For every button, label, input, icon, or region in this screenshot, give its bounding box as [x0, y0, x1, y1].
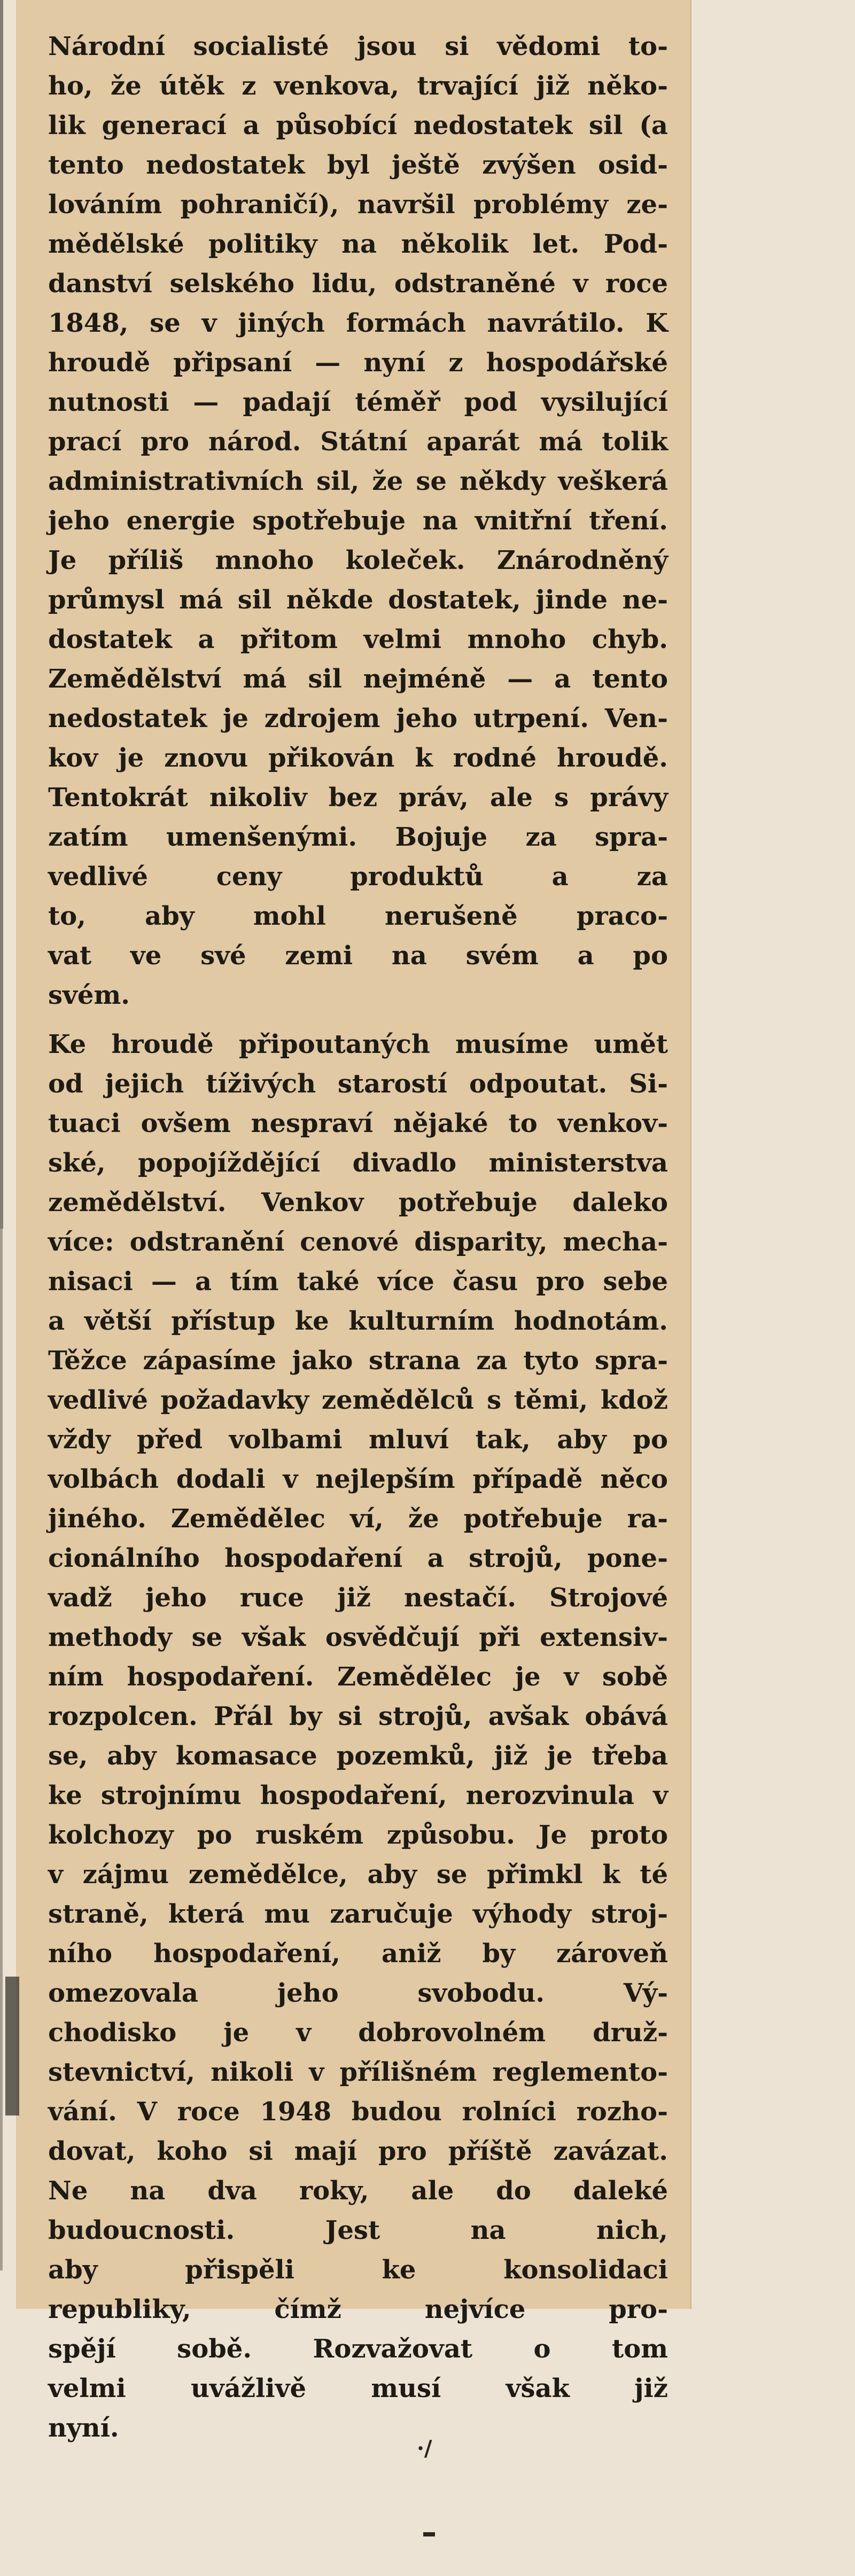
footer-ink-mark: ·/	[417, 2436, 432, 2461]
text-line: kolchozy po ruském způsobu. Je proto	[48, 1820, 668, 1850]
text-line: Ne na dva roky, ale do daleké	[48, 2176, 668, 2206]
text-line: prací pro národ. Státní aparát má tolik	[48, 427, 668, 457]
text-line: nutnosti — padají téměř pod vysilující	[48, 387, 668, 417]
paragraph-2	[48, 1025, 668, 2448]
text-line: methody se však osvědčují při extensiv-	[48, 1622, 668, 1652]
text-line: vadž jeho ruce již nestačí. Strojové	[48, 1583, 668, 1613]
text-line: vat ve své zemi na svém a po	[48, 941, 668, 971]
text-line: ke strojnímu hospodaření, nerozvinula v	[48, 1781, 668, 1810]
text-line: vždy před volbami mluví tak, aby po	[48, 1425, 668, 1455]
text-line: nyní.	[48, 2413, 119, 2443]
text-line: dostatek a přitom velmi mnoho chyb.	[48, 625, 668, 654]
text-line: nisaci — a tím také více času pro sebe	[48, 1267, 668, 1297]
text-line: chodisko je v dobrovolném druž-	[48, 2018, 668, 2048]
article-text	[48, 27, 668, 2448]
text-line: více: odstranění cenové disparity, mecha-	[48, 1227, 668, 1257]
text-line: tuaci ovšem nespraví nějaké to venkov-	[48, 1109, 668, 1138]
text-line: lik generací a působící nedostatek sil (a	[48, 111, 668, 140]
text-line: jeho energie spotřebuje na vnitřní tření.	[48, 506, 668, 536]
text-line: lováním pohraničí), navršil problémy ze-	[48, 190, 668, 220]
text-line: Tentokrát nikoliv bez práv, ale s právy	[48, 783, 668, 813]
text-line: Těžce zápasíme jako strana za tyto spra-	[48, 1346, 668, 1376]
text-line: cionálního hospodaření a strojů, pone-	[48, 1543, 668, 1573]
text-line: aby přispěli ke konsolidaci	[48, 2255, 668, 2285]
text-line: vedlivé požadavky zemědělců s těmi, kdož	[48, 1385, 668, 1415]
text-line: Ke hroudě připoutaných musíme umět	[48, 1029, 668, 1059]
text-line: od jejich tíživých starostí odpoutat. Si-	[48, 1069, 668, 1099]
text-line: průmysl má sil někde dostatek, jinde ne-	[48, 585, 668, 615]
text-line: tento nedostatek byl ještě zvýšen osid-	[48, 150, 668, 180]
text-line: straně, která mu zaručuje výhody stroj-	[48, 1899, 668, 1929]
text-line: Zemědělství má sil nejméně — a tento	[48, 664, 668, 694]
margin-ink-mark	[5, 1977, 19, 2116]
text-line: zemědělství. Venkov potřebuje daleko	[48, 1188, 668, 1217]
text-line: spějí sobě. Rozvažovat o tom	[48, 2334, 668, 2364]
text-line: to, aby mohl nerušeně praco-	[48, 901, 668, 931]
text-line: svém.	[48, 980, 130, 1010]
text-line: mědělské politiky na několik let. Pod-	[48, 229, 668, 259]
text-line: kov je znovu přikován k rodné hroudě.	[48, 743, 668, 773]
text-line: Národní socialisté jsou si vědomi to-	[48, 32, 668, 61]
text-line: republiky, čímž nejvíce pro-	[48, 2294, 668, 2324]
text-line: administrativních sil, že se někdy veškerá	[48, 466, 668, 496]
text-line: ním hospodaření. Zemědělec je v sobě	[48, 1662, 668, 1692]
text-line: danství selského lidu, odstraněné v roce	[48, 269, 668, 299]
paragraph-1	[48, 27, 668, 1015]
text-line: stevnictví, nikoli v přílišném reglemento-	[48, 2057, 668, 2087]
text-line: rozpolcen. Přál by si strojů, avšak obává	[48, 1701, 668, 1731]
text-line: vání. V roce 1948 budou rolníci rozho-	[48, 2097, 668, 2127]
text-line: a větší přístup ke kulturním hodnotám.	[48, 1306, 668, 1336]
text-line: 1848, se v jiných formách navrátilo. K	[48, 308, 668, 338]
text-line: ské, popojíždějící divadlo ministerstva	[48, 1148, 668, 1178]
text-line: omezovala jeho svobodu. Vý-	[48, 1978, 668, 2008]
text-line: jiného. Zemědělec ví, že potřebuje ra-	[48, 1504, 668, 1534]
text-line: vedlivé ceny produktů a za	[48, 862, 668, 892]
text-line: zatím umenšenými. Bojuje za spra-	[48, 822, 668, 852]
text-line: ho, že útěk z venkova, trvající již něko-	[48, 71, 668, 101]
text-line: v zájmu zemědělce, aby se přimkl k té	[48, 1860, 668, 1890]
text-line: budoucnosti. Jest na nich,	[48, 2215, 668, 2245]
text-line: nedostatek je zdrojem jeho utrpení. Ven-	[48, 704, 668, 733]
text-line: dovat, koho si mají pro příště zavázat.	[48, 2136, 668, 2166]
text-line: se, aby komasace pozemků, již je třeba	[48, 1741, 668, 1771]
footer-dash-mark	[423, 2532, 435, 2536]
clipping-left-border	[0, 0, 16, 1229]
text-line: ního hospodaření, aniž by zároveň	[48, 1939, 668, 1969]
text-line: velmi uvážlivě musí však již	[48, 2374, 668, 2403]
text-line: Je příliš mnoho koleček. Znárodněný	[48, 545, 668, 575]
text-line: volbách dodali v nejlepším případě něco	[48, 1464, 668, 1494]
text-line: hroudě připsaní — nyní z hospodářské	[48, 348, 668, 378]
